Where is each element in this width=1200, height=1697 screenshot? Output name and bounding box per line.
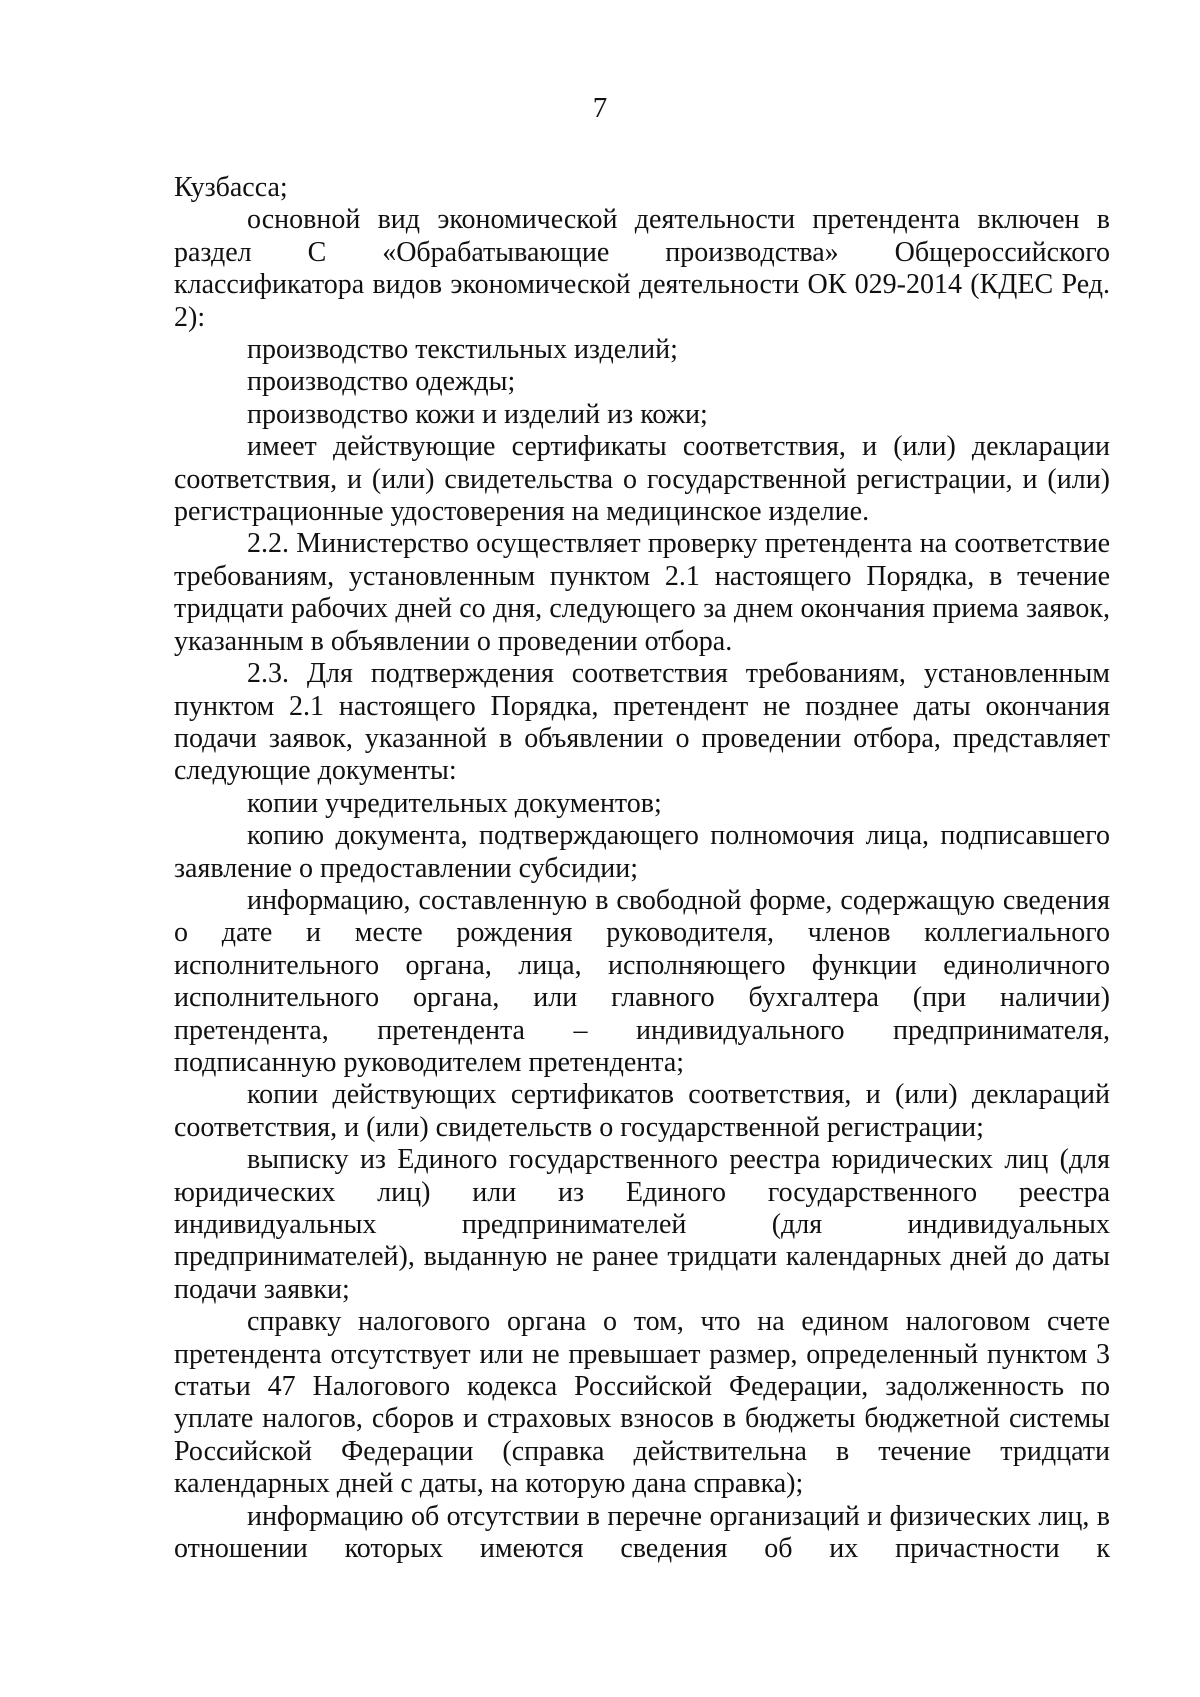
list-item-clothing: производство одежды; (247, 366, 516, 398)
list-item-absence-info: информацию об отсутствии в перечне организаций и физических лиц, в отношении которых имеются сведения об их причастности к (174, 1500, 1110, 1565)
document-body (174, 172, 1110, 1565)
list-item-leather: производство кожи и изделий из кожи; (247, 398, 708, 430)
list-item-founding-documents: копии учредительных документов; (247, 787, 662, 819)
paragraph-section-2-2: 2.2. Министерство осуществляет проверку претендента на соответствие требованиям, установленным пунктом 2.1 настоящего Порядка, в течение тридцати рабочих дней со дня, следующего за днем окончания приема заявок, указанным в объявлении о проведении отбора. (174, 528, 1110, 657)
paragraph-okved-section: основной вид экономической деятельности претендента включен в раздел С «Обрабатывающие производства» Общероссийского классификатора видов экономической деятельности ОК 029-2014 (КДЕС Ред. 2): (174, 204, 1110, 333)
list-item-authority-document: копию документа, подтверждающего полномочия лица, подписавшего заявление о предоставлении субсидии; (174, 820, 1110, 884)
list-item-tax-certificate: справку налогового органа о том, что на едином налоговом счете претендента отсутствует или не превышает размер, определенный пунктом 3 статьи 47 Налогового кодекса Российской Федерации, задолженность по уплате налогов, сборов и страховых взносов в бюджеты бюджетной системы Российской Федерации (справка действительна в течение тридцати календарных дней с даты, на которую дана справка); (174, 1306, 1110, 1500)
paragraph-section-2-3: 2.3. Для подтверждения соответствия требованиям, установленным пунктом 2.1 настоящего Порядка, претендент не позднее даты окончания подачи заявок, указанной в объявлении о проведении отбора, представляет следующие документы: (174, 658, 1110, 787)
paragraph-certificates: имеет действующие сертификаты соответствия, и (или) декларации соответствия, и (или) свидетельства о государственной регистрации, и (или) регистрационные удостоверения на медицинское изделие. (174, 431, 1110, 528)
page-number: 7 (592, 92, 608, 124)
paragraph-continuation: Кузбасса; (174, 172, 288, 203)
list-item-management-info: информацию, составленную в свободной форме, содержащую сведения о дате и месте рождения руководителя, членов коллегиального исполнительного органа, лица, исполняющего функции единоличного исполнительного органа, или главного бухгалтера (при наличии) претендента, претендента – индивидуального предпринимателя, подписанную руководителем претендента; (174, 884, 1110, 1078)
list-item-textiles: производство текстильных изделий; (247, 334, 678, 366)
list-item-registry-extract: выписку из Единого государственного реестра юридических лиц (для юридических лиц) или из Единого государственного реестра индивидуальных предпринимателей (для индивидуальных предпринимателей), выданную не ранее тридцати календарных дней до даты подачи заявки; (174, 1144, 1110, 1305)
list-item-certificate-copies: копии действующих сертификатов соответствия, и (или) деклараций соответствия, и (или) свидетельств о государственной регистрации; (174, 1079, 1110, 1143)
